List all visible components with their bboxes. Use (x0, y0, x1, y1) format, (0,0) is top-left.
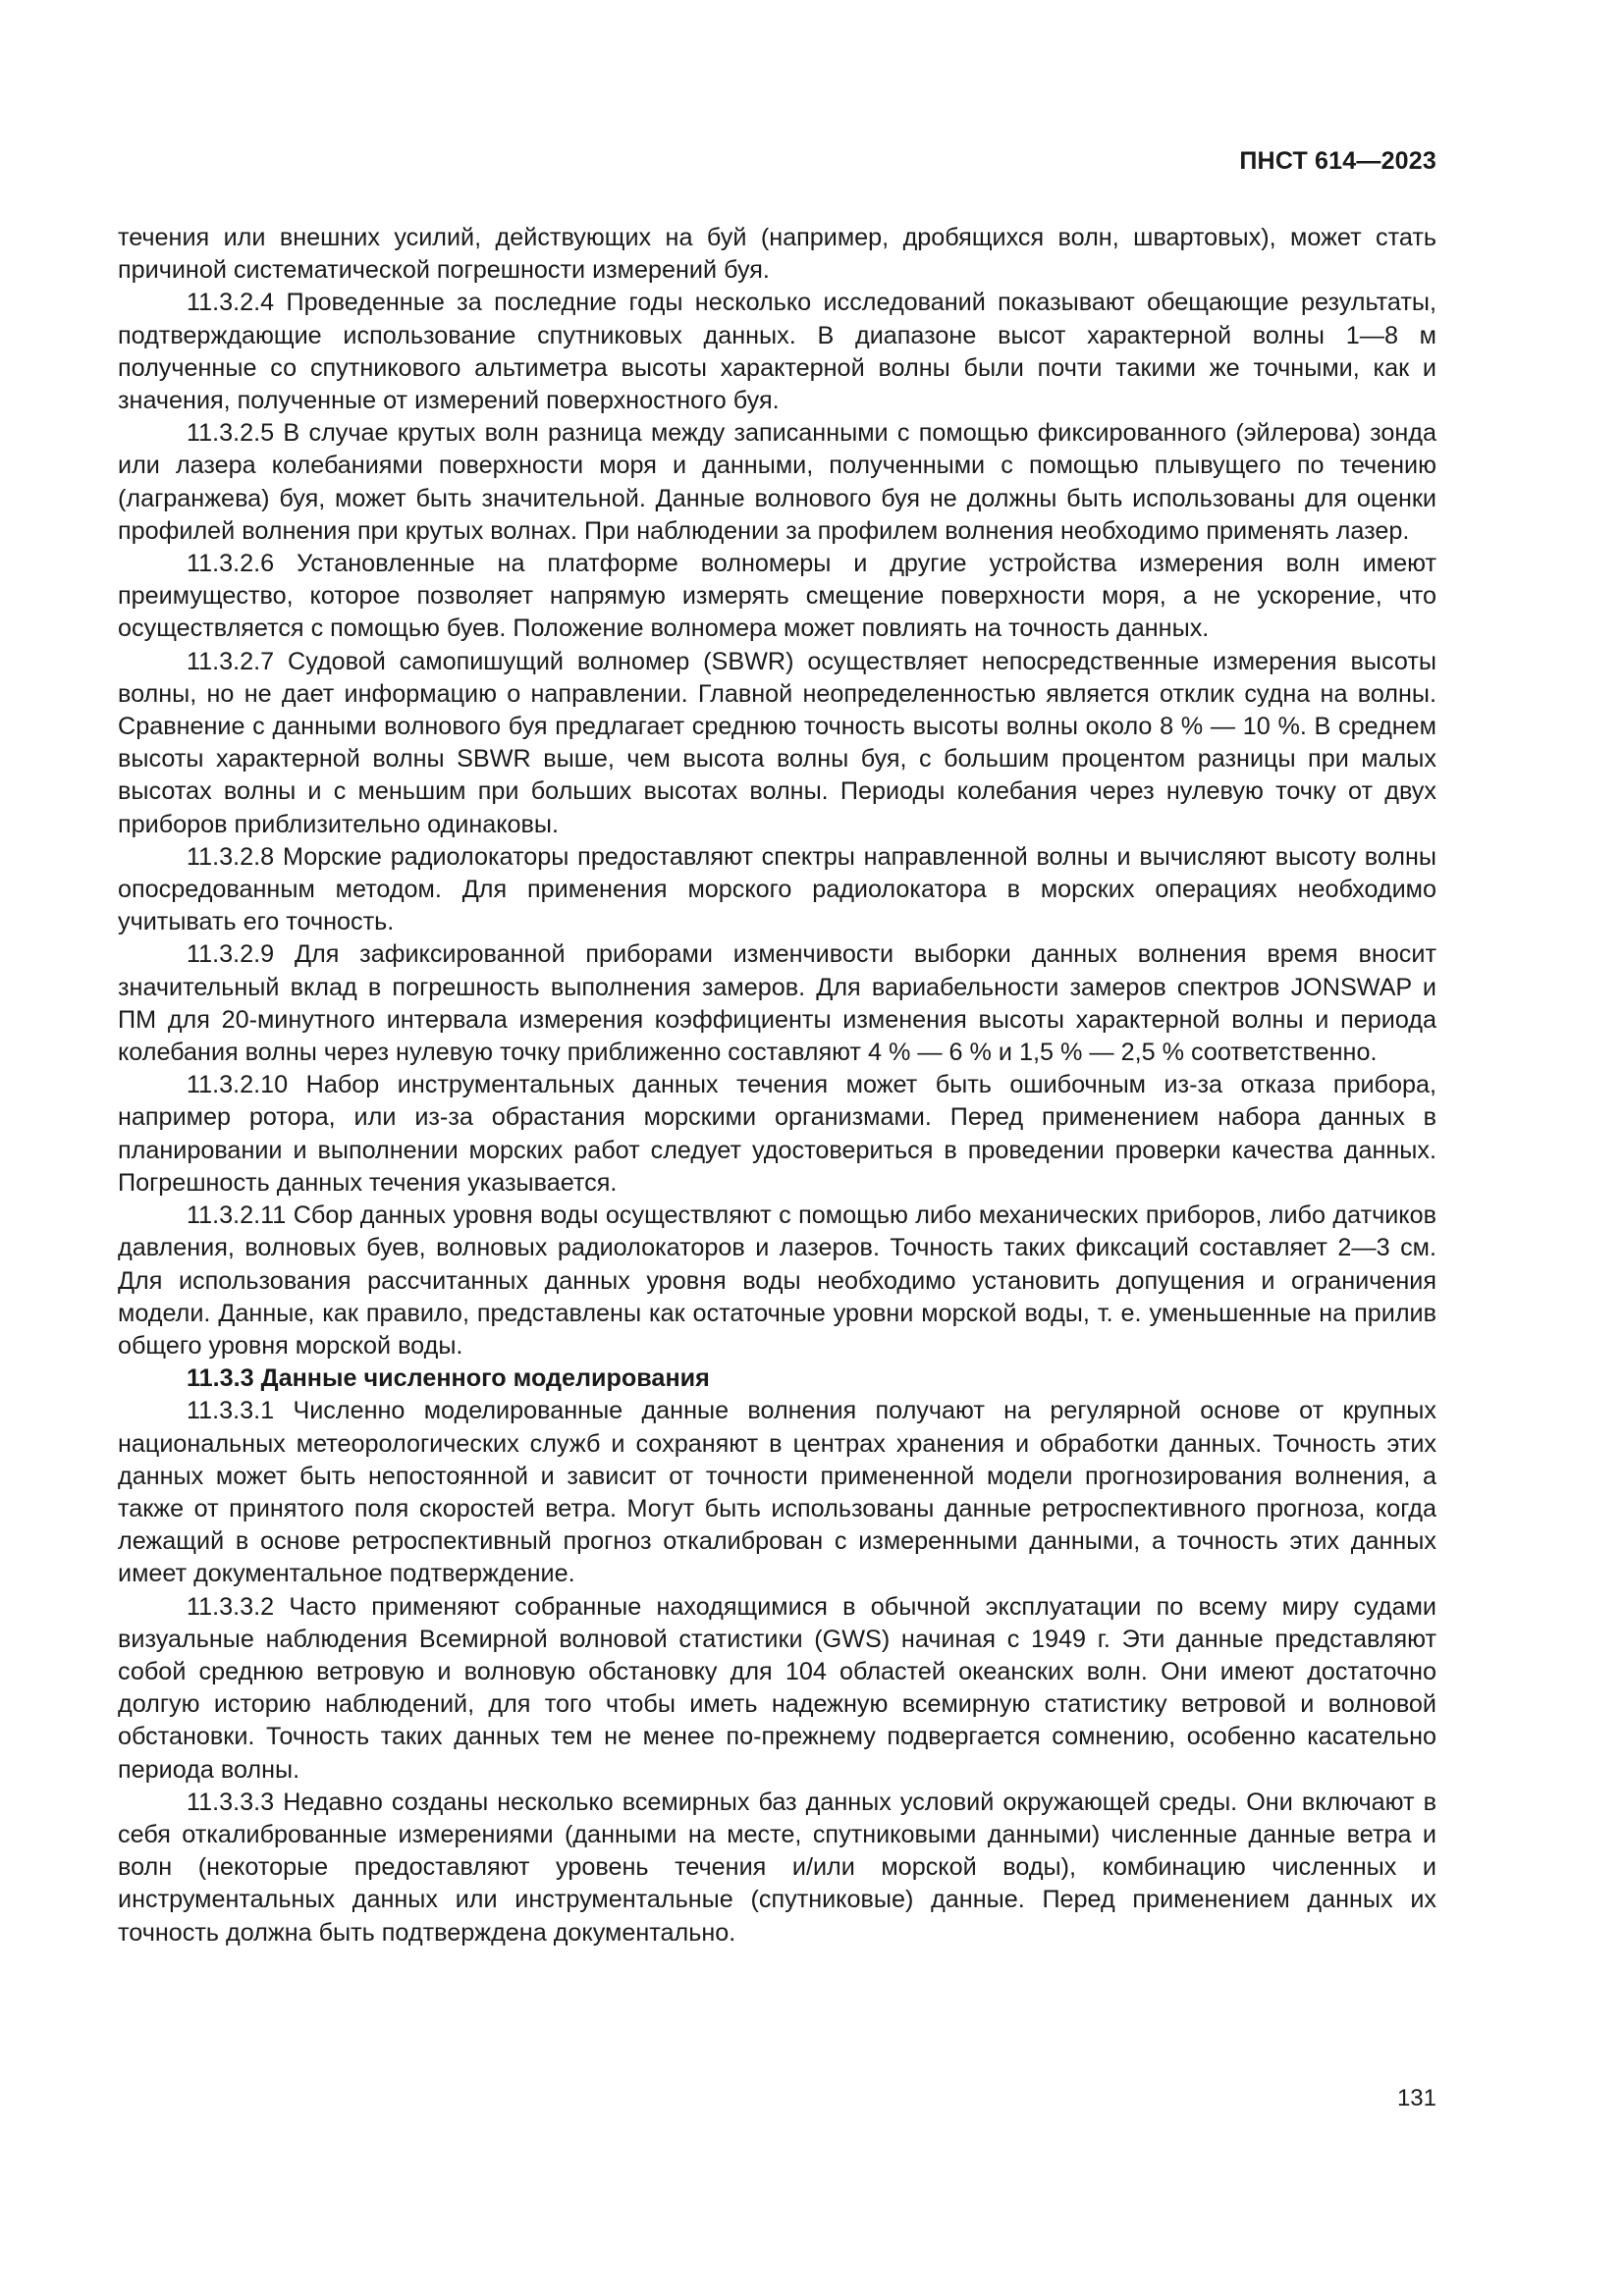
document-id-header: ПНСТ 614—2023 (1239, 147, 1436, 175)
paragraph-11-3-3-2: 11.3.3.2 Часто применяют собранные находящимися в обычной эксплуатации по всему миру судами визуальные наблюдения Всемирной волновой статистики (GWS) начиная с 1949 г. Эти данные представляют собой среднюю ветровую и волновую обстановку для 104 областей океанских волн. Они имеют достаточно долгую историю наблюдений, для того чтобы иметь надежную всемирную статистику ветровой и волновой обстановки. Точность таких данных тем не менее по-прежнему подвергается сомнению, особенно касательно периода волны. (118, 1592, 1436, 1784)
page-body (118, 222, 1436, 1949)
paragraph-11-3-2-8: 11.3.2.8 Морские радиолокаторы предоставляют спектры направленной волны и вычисляют высоту волны опосредованным методом. Для применения морского радиолокатора в морских операциях необходимо учитывать его точность. (118, 842, 1436, 936)
paragraph-11-3-2-7: 11.3.2.7 Судовой самопишущий волномер (SBWR) осуществляет непосредственные измерения высоты волны, но не дает информацию о направлении. Главной неопределенностью является отклик судна на волны. Сравнение с данными волнового буя предлагает среднюю точность высоты волны около 8 % — 10 %. В среднем высоты характерной волны SBWR выше, чем высота волны буя, с большим процентом разницы при малых высотах волны и с меньшим при больших высотах волны. Периоды колебания через нулевую точку от двух приборов приблизительно одинаковы. (118, 647, 1436, 838)
page-number: 131 (1396, 2085, 1436, 2111)
paragraph-11-3-2-6: 11.3.2.6 Установленные на платформе волномеры и другие устройства измерения волн имеют преимущество, которое позволяет напрямую измерять смещение поверхности моря, а не ускорение, что осуществляется с помощью буев. Положение волномера может повлиять на точность данных. (118, 550, 1436, 643)
paragraph-11-3-2-10: 11.3.2.10 Набор инструментальных данных течения может быть ошибочным из-за отказа прибора, например ротора, или из-за обрастания морскими организмами. Перед применением набора данных в планировании и выполнении морских работ следует удостовериться в проведении проверки качества данных. Погрешность данных течения указывается. (118, 1071, 1436, 1197)
paragraph-continued: течения или внешних усилий, действующих на буй (например, дробящихся волн, швартовых), может стать причиной систематической погрешности измерений буя. (118, 224, 1436, 285)
paragraph-11-3-2-4: 11.3.2.4 Проведенные за последние годы несколько исследований показывают обещающие результаты, подтверждающие использование спутниковых данных. В диапазоне высот характерной волны 1—8 м полученные со спутникового альтиметра высоты характерной волны были почти такими же точными, как и значения, полученные от измерений поверхностного буя. (118, 289, 1436, 415)
paragraph-11-3-2-9: 11.3.2.9 Для зафиксированной приборами изменчивости выборки данных волнения время вносит значительный вклад в погрешность выполнения замеров. Для вариабельности замеров спектров JONSWAP и ПМ для 20-минутного интервала измерения коэффициенты изменения высоты характерной волны и периода колебания волны через нулевую точку приближенно составляют 4 % — 6 % и 1,5 % — 2,5 % соответственно. (118, 940, 1436, 1067)
paragraph-11-3-3-1: 11.3.3.1 Численно моделированные данные волнения получают на регулярной основе от крупных национальных метеорологических служб и сохраняют в центрах хранения и обработки данных. Точность этих данных может быть непостоянной и зависит от точности примененной модели прогнозирования волнения, а также от принятого поля скоростей ветра. Могут быть использованы данные ретроспективного прогноза, когда лежащий в основе ретроспективный прогноз откалиброван с измеренными данными, а точность этих данных имеет документальное подтверждение. (118, 1397, 1436, 1588)
section-heading-11-3-3: 11.3.3 Данные численного моделирования (187, 1364, 710, 1393)
paragraph-11-3-3-3: 11.3.3.3 Недавно созданы несколько всемирных баз данных условий окружающей среды. Они включают в себя откалиброванные измерениями (данными на месте, спутниковыми данными) численные данные ветра и волн (некоторые предоставляют уровень течения и/или морской воды), комбинацию численных и инструментальных данных или инструментальные (спутниковые) данные. Перед применением данных их точность должна быть подтверждена документально. (118, 1788, 1436, 1947)
paragraph-11-3-2-5: 11.3.2.5 В случае крутых волн разница между записанными с помощью фиксированного (эйлерова) зонда или лазера колебаниями поверхности моря и данными, полученными с помощью плывущего по течению (лагранжева) буя, может быть значительной. Данные волнового буя не должны быть использованы для оценки профилей волнения при крутых волнах. При наблюдении за профилем волнения необходимо применять лазер. (118, 419, 1436, 545)
paragraph-11-3-2-11: 11.3.2.11 Сбор данных уровня воды осуществляют с помощью либо механических приборов, либо датчиков давления, волновых буев, волновых радиолокаторов и лазеров. Точность таких фиксаций составляет 2—3 см. Для использования рассчитанных данных уровня воды необходимо установить допущения и ограничения модели. Данные, как правило, представлены как остаточные уровни морской воды, т. е. уменьшенные на прилив общего уровня морской воды. (118, 1201, 1436, 1360)
